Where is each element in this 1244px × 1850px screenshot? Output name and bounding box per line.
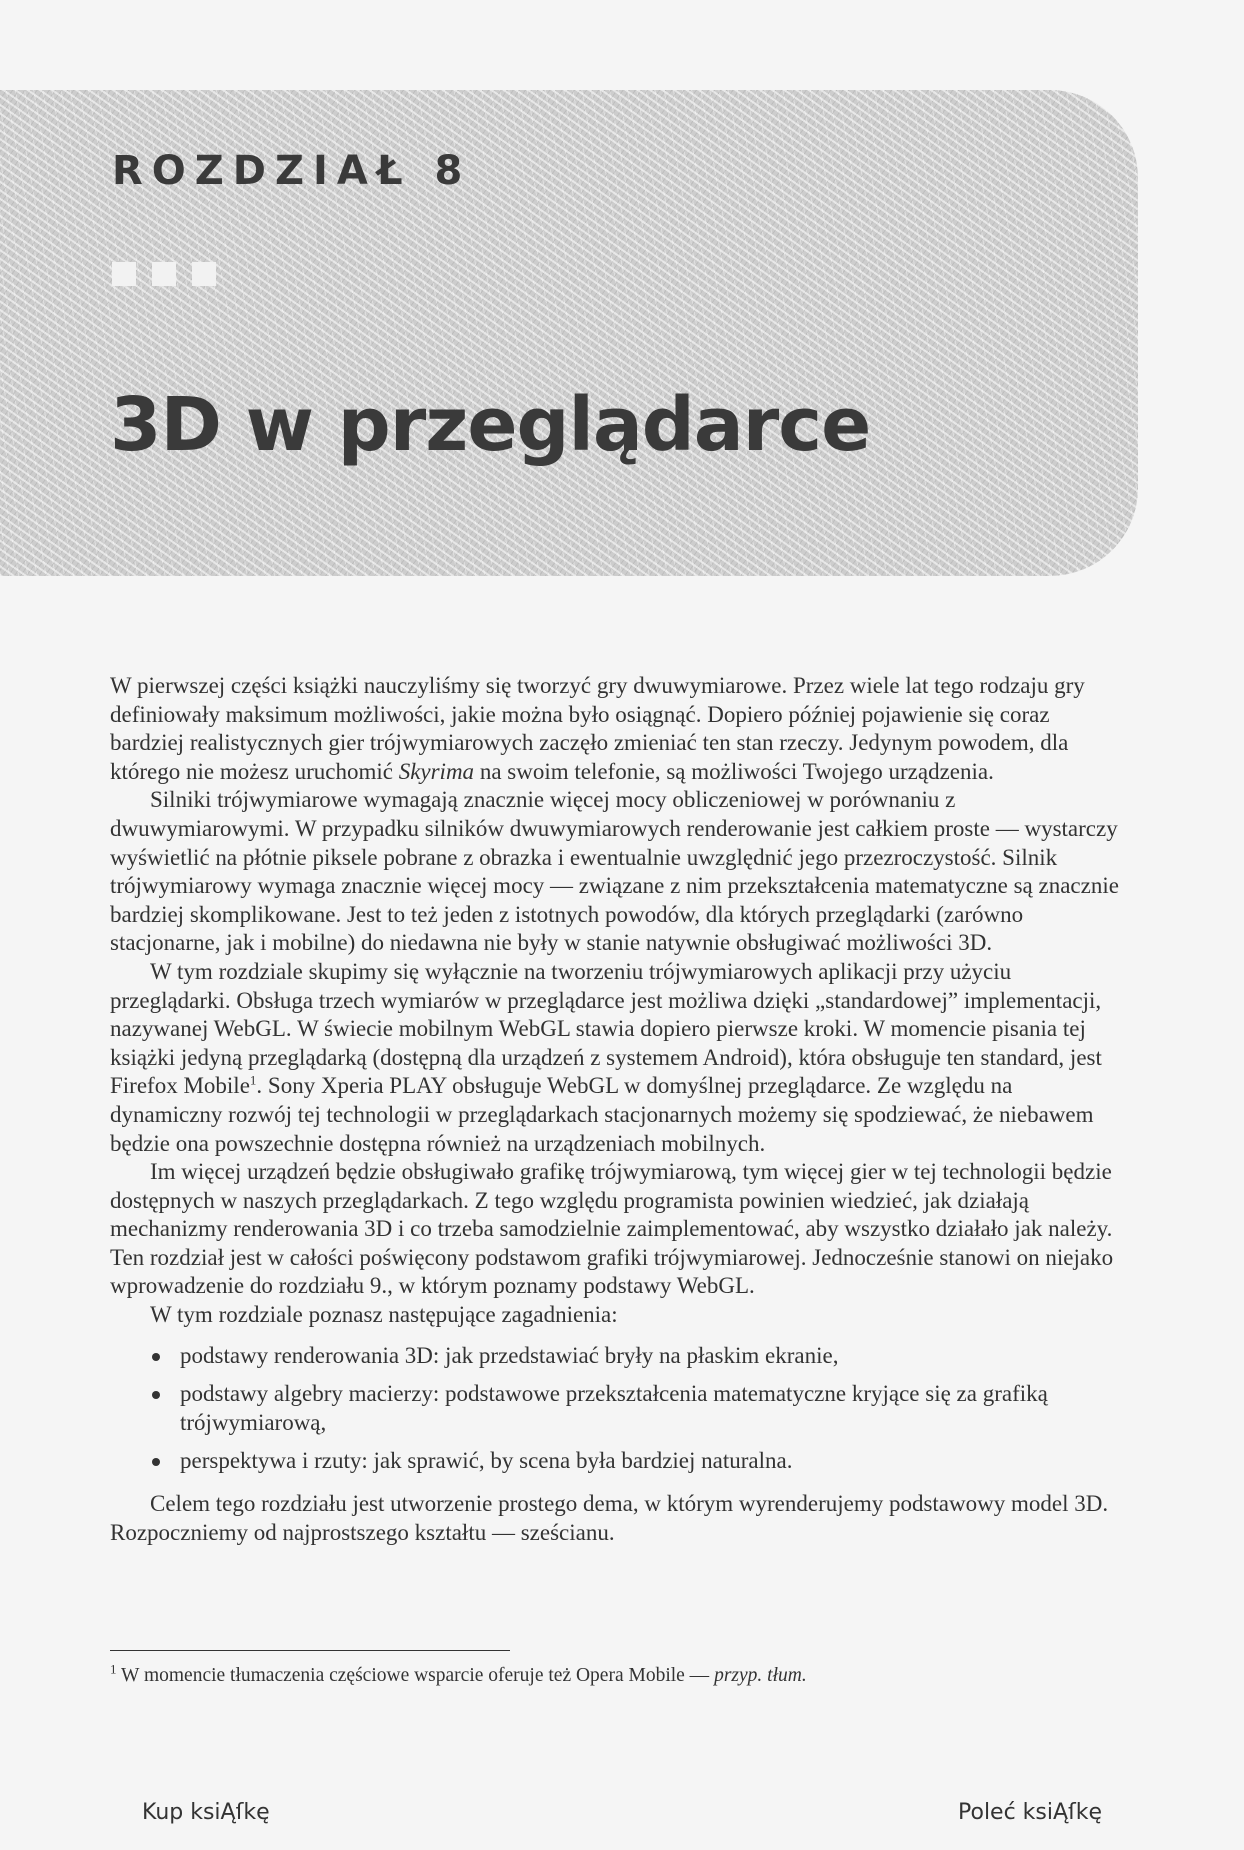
chapter-label: ROZDZIAŁ 8 [112, 148, 472, 194]
list-item: podstawy renderowania 3D: jak przedstawiać bryły na płaskim ekranie, [110, 1342, 1128, 1371]
paragraph-6: Celem tego rozdziału jest utworzenie prostego dema, w którym wyrenderujemy podstawowy model 3D. Rozpoczniemy od najprostszego kształtu — sześcianu. [110, 1491, 1109, 1545]
footnote: $^1$ W momencie tłumaczenia częściowe wsparcie oferuje też Opera Mobile — przyp. tłum. [110, 1661, 807, 1686]
list-item: perspektywa i rzuty: jak sprawić, by scena była bardziej naturalna. [110, 1447, 1128, 1476]
footnote-reference[interactable]: 1 [249, 1072, 257, 1088]
square-icon [112, 262, 136, 286]
chapter-body [110, 672, 1128, 1547]
footnote-marker: 1 [110, 1661, 117, 1677]
bullet-icon [152, 1391, 160, 1399]
paragraph-2: Silniki trójwymiarowe wymagają znacznie więcej mocy obliczeniowej w porównaniu z dwuwymiarowymi. W przypadku silników dwuwymiarowych renderowanie jest całkiem proste — wystarczy wyświetlić na płótnie piksele pobrane z obrazka i ewentualnie uwzględnić jego przezroczystość. Silnik trójwymiarowy wymaga znacznie więcej mocy — związane z nim przekształcenia matematyczne są znacznie bardziej skomplikowane. Jest to też jeden z istotnych powodów, dla których przeglądarki (zarówno stacjonarne, jak i mobilne) do niedawna nie były w stanie natywnie obsługiwać możliwości 3D. [110, 787, 1119, 956]
square-icon [152, 262, 176, 286]
decorative-squares [112, 262, 216, 286]
bullet-icon [152, 1353, 160, 1361]
game-title: Skyrima [398, 758, 475, 784]
recommend-book-link[interactable]: Poleć ksiĄſkę [958, 1800, 1103, 1825]
paragraph-intro: W pierwszej części książki nauczyliśmy się tworzyć gry dwuwymiarowe. Przez wiele lat tego rodzaju gry definiowały maksimum możliwości, jakie można było osiągnąć. Dopiero później pojawienie się coraz bardziej realistycznych gier trójwymiarowych zaczęło zmieniać ten stan rzeczy. Jedynym powodem, dla którego nie możesz uruchomić Skyrima na swoim telefonie, są możliwości Twojego urządzenia. [110, 673, 1085, 784]
chapter-title: 3D w przeglądarce [110, 382, 871, 468]
square-icon [192, 262, 216, 286]
paragraph-4: Im więcej urządzeń będzie obsługiwało grafikę trójwymiarową, tym więcej gier w tej technologii będzie dostępnych w naszych przeglądarkach. Z tego względu programista powinien wiedzieć, jak działają mechanizmy renderowania 3D i co trzeba samodzielnie zaimplementować, aby wszystko działało jak należy. Ten rozdział jest w całości poświęcony podstawom grafiki trójwymiarowej. Jednocześnie stanowi on niejako wprowadzenie do rozdziału 9., w którym poznamy podstawy WebGL. [110, 1159, 1114, 1299]
buy-book-link[interactable]: Kup ksiĄſkę [142, 1800, 270, 1825]
paragraph-5: W tym rozdziale poznasz następujące zagadnienia: [150, 1302, 618, 1328]
footnote-divider [110, 1650, 510, 1651]
paragraph-3: W tym rozdziale skupimy się wyłącznie na tworzeniu trójwymiarowych aplikacji przy użyciu przeglądarki. Obsługa trzech wymiarów w przeglądarce jest możliwa dzięki „standardowej” implementacji, nazywanej WebGL. W świecie mobilnym WebGL stawia dopiero pierwsze kroki. W momencie pisania tej książki jedyną przeglądarką (dostępną dla urządzeń z systemem Android), która obsługuje ten standard, jest Firefox Mobile$^1$. Sony Xperia PLAY obsługuje WebGL w domyślnej przeglądarce. Ze względu na dynamiczny rozwój tej technologii w przeglądarkach stacjonarnych możemy się spodziewać, że niebawem będzie ona powszechnie dostępna również na urządzeniach mobilnych. [110, 958, 1102, 1156]
topic-list [110, 1342, 1128, 1476]
list-item: podstawy algebry macierzy: podstawowe przekształcenia matematyczne kryjące się za grafiką trójwymiarową, [110, 1380, 1128, 1437]
bullet-icon [152, 1458, 160, 1466]
